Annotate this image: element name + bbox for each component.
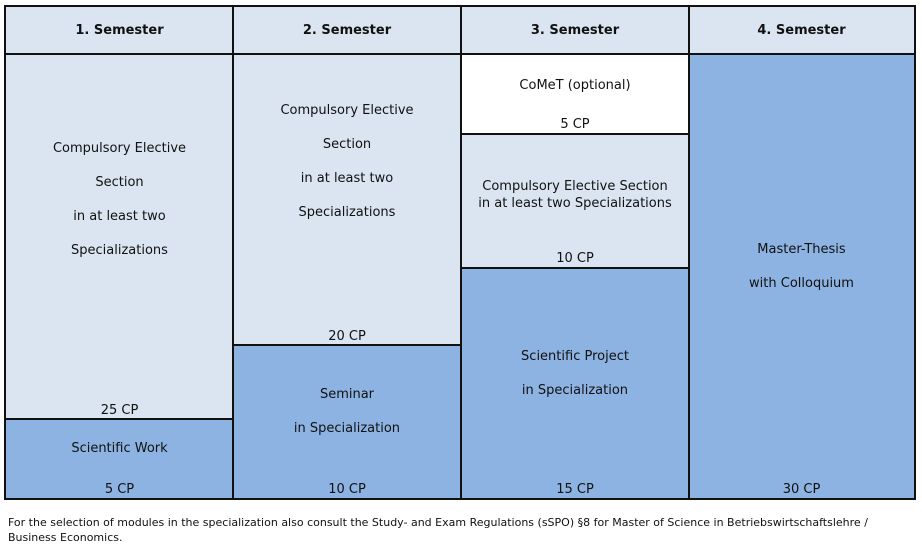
sem2-elective-line-4: Specializations [298, 205, 396, 220]
sem3-elective-line-1: Compulsory Elective Section [482, 179, 668, 194]
semester-1-header: 1. Semester [6, 7, 233, 55]
footnote: For the selection of modules in the specialization also consult the Study- and Exam Regulations (sSPO) §8 for Master of Science in Betriebswirtschaftslehre / Business Economics. [8, 516, 868, 544]
sem1-elective-line-4: Specializations [71, 243, 168, 258]
column-divider-3 [688, 7, 690, 498]
sem1-elective-cp: 25 CP [100, 403, 139, 418]
sem1-work-cp: 5 CP [104, 482, 135, 497]
sem3-comet-label: CoMeT (optional) [519, 78, 631, 93]
sem1-elective-line-1: Compulsory Elective [52, 141, 187, 156]
sem1-elective-line-2: Section [95, 175, 144, 190]
column-divider-1 [232, 7, 234, 498]
sem3-comet-block [461, 55, 689, 133]
column-divider-2 [460, 7, 462, 498]
sem2-elective-block [233, 55, 461, 344]
sem2-seminar-cp: 10 CP [328, 482, 366, 497]
sem4-thesis-block [689, 55, 914, 498]
sem2-elective-cp: 20 CP [328, 329, 366, 344]
sem3-project-line-2: in Specialization [521, 383, 629, 398]
semester-3-header: 3. Semester [461, 7, 689, 55]
sem2-elective-line-3: in at least two [300, 171, 394, 186]
sem4-thesis-line-2: with Colloquium [749, 276, 854, 291]
sem1-elective-line-3: in at least two [73, 209, 166, 224]
sem4-thesis-cp: 30 CP [782, 482, 821, 497]
semester-plan-grid [4, 5, 916, 500]
sem1-work-block [6, 420, 233, 498]
sem1-elective-block [6, 55, 233, 418]
sem3-elective-cp: 10 CP [556, 251, 594, 266]
sem4-thesis-line-1: Master-Thesis [757, 242, 846, 257]
sem3-project-line-1: Scientific Project [521, 349, 629, 364]
sem3-comet-cp: 5 CP [560, 117, 590, 132]
sem2-elective-line-2: Section [322, 137, 372, 152]
sem2-seminar-block [233, 346, 461, 498]
sem3-elective-block [461, 135, 689, 267]
sem2-seminar-line-2: in Specialization [293, 421, 401, 436]
sem3-elective-line-2: in at least two Specializations [478, 196, 672, 211]
sem2-elective-line-1: Compulsory Elective [280, 103, 414, 118]
sem1-work-label: Scientific Work [71, 441, 168, 456]
sem2-seminar-line-1: Seminar [319, 387, 375, 402]
sem3-project-cp: 15 CP [556, 482, 594, 497]
sem3-project-block [461, 269, 689, 498]
semester-4-header: 4. Semester [689, 7, 914, 55]
semester-2-header: 2. Semester [233, 7, 461, 55]
